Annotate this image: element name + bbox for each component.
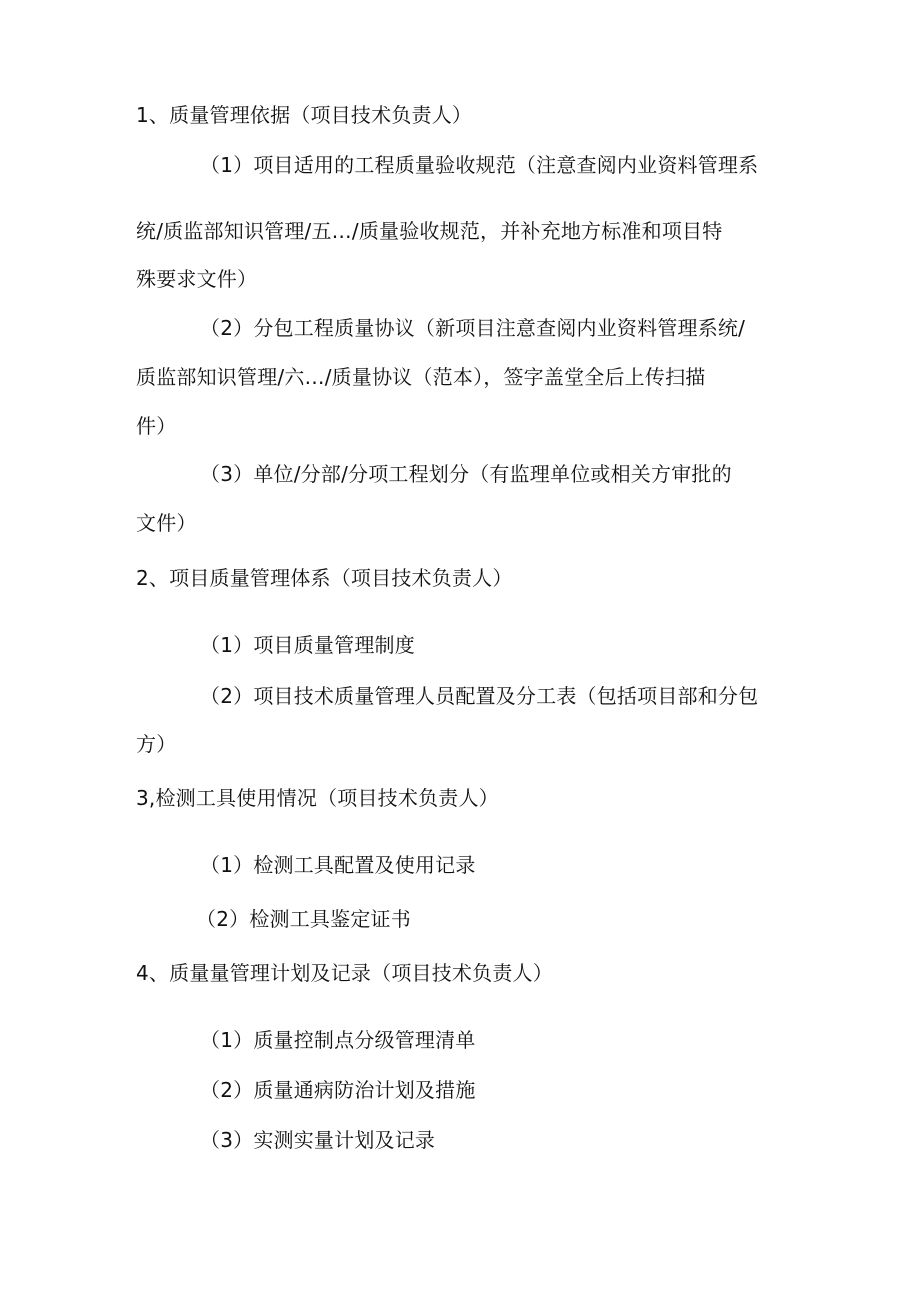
item-1-1-line-2: 统/质监部知识管理/五…/质量验收规范，并补充地方标准和项目特 — [136, 219, 723, 243]
item-1-1-line-1: （1）项目适用的工程质量验收规范（注意查阅内业资料管理系 — [200, 153, 759, 177]
item-2-2-line-2: 方） — [136, 732, 177, 756]
item-1-2-line-1: （2）分包工程质量协议（新项目注意查阅内业资料管理系统/ — [200, 316, 746, 340]
section-heading-3: 3,检测工具使用情况（项目技术负责人） — [136, 786, 499, 810]
section-heading-4: 4、质量量管理计划及记录（项目技术负责人） — [136, 961, 553, 985]
item-1-3-line-1: （3）单位/分部/分项工程划分（有监理单位或相关方审批的 — [200, 462, 732, 486]
section-heading-2: 2、项目质量管理体系（项目技术负责人） — [136, 566, 513, 590]
item-3-1-line-1: （1）检测工具配置及使用记录 — [200, 853, 476, 877]
item-1-3-line-2: 文件） — [136, 511, 197, 535]
item-1-2-line-3: 件） — [136, 414, 177, 438]
item-1-1-line-3: 殊要求文件） — [136, 267, 258, 291]
item-4-3-line-1: （3）实测实量计划及记录 — [200, 1128, 436, 1152]
item-1-2-line-2: 质监部知识管理/六…/质量协议（范本），签字盖堂全后上传扫描 — [136, 365, 706, 389]
item-3-2-line-1: （2）检测工具鉴定证书 — [196, 907, 411, 931]
item-2-2-line-1: （2）项目技术质量管理人员配置及分工表（包括项目部和分包 — [200, 684, 759, 708]
section-heading-1: 1、质量管理依据（项目技术负责人） — [136, 103, 473, 127]
item-4-1-line-1: （1）质量控制点分级管理清单 — [200, 1028, 476, 1052]
item-2-1-line-1: （1）项目质量管理制度 — [200, 633, 415, 657]
item-4-2-line-1: （2）质量通病防治计划及措施 — [200, 1078, 476, 1102]
